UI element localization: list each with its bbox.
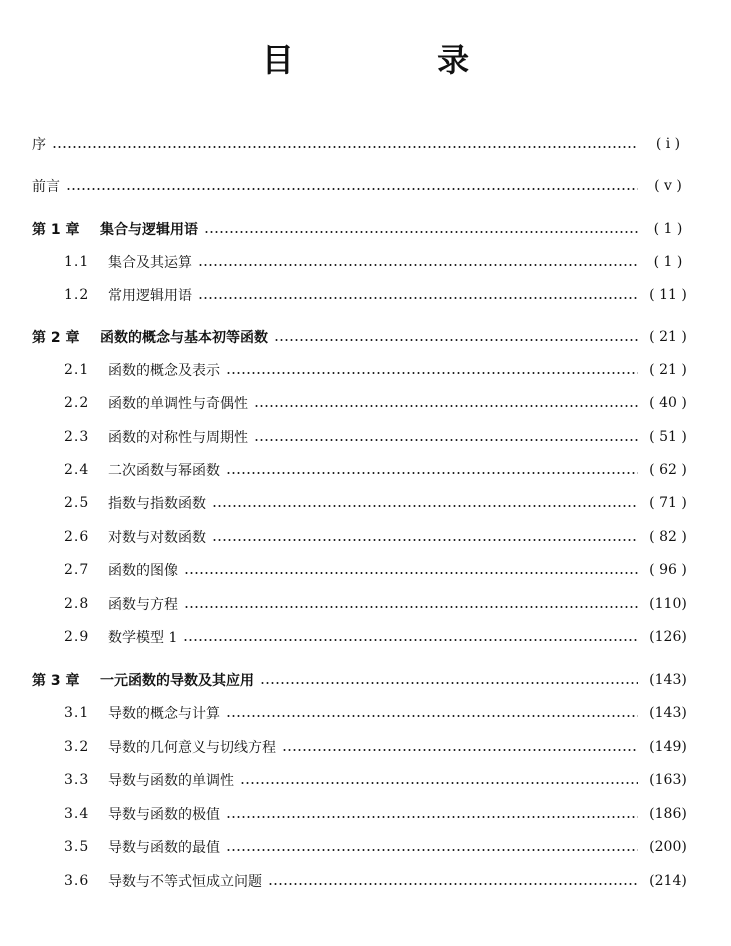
dot-leader xyxy=(274,339,638,341)
entry-title: 导数与函数的最值 xyxy=(108,840,220,856)
entry-title: 函数与方程 xyxy=(108,597,178,613)
entry-title: 导数与函数的极值 xyxy=(108,807,220,823)
dot-leader xyxy=(282,749,638,751)
page-number: ( 1 ) xyxy=(653,254,683,270)
page-number: (110) xyxy=(649,596,687,612)
toc-chapter-entry[interactable] xyxy=(0,325,731,349)
dot-leader xyxy=(204,231,638,233)
entry-number: 第 2 章 xyxy=(32,330,80,346)
page-number: (163) xyxy=(649,772,687,788)
page-number: (214) xyxy=(649,873,687,889)
toc-section-entry[interactable] xyxy=(0,525,731,549)
dot-leader xyxy=(254,439,638,441)
toc-section-entry[interactable] xyxy=(0,701,731,725)
entry-title: 函数的对称性与周期性 xyxy=(108,430,248,446)
toc-section-entry[interactable] xyxy=(0,358,731,382)
dot-leader xyxy=(184,572,638,574)
dot-leader xyxy=(212,505,638,507)
entry-title: 函数的概念与基本初等函数 xyxy=(100,330,268,346)
entry-number: 2.1 xyxy=(64,362,90,378)
page-number: ( 21 ) xyxy=(649,362,687,378)
page-title: 目 录 xyxy=(261,41,536,79)
dot-leader xyxy=(226,372,638,374)
toc-section-entry[interactable] xyxy=(0,592,731,616)
entry-title: 导数与函数的单调性 xyxy=(108,773,234,789)
toc-chapter-entry[interactable] xyxy=(0,217,731,241)
entry-number: 2.4 xyxy=(64,462,90,478)
page-number: (149) xyxy=(649,739,687,755)
entry-number: 3.2 xyxy=(64,739,90,755)
dot-leader xyxy=(240,782,638,784)
toc-section-entry[interactable] xyxy=(0,735,731,759)
entry-number: 3.3 xyxy=(64,772,90,788)
page-number: (143) xyxy=(649,705,687,721)
dot-leader xyxy=(66,188,638,190)
toc-chapter-entry[interactable] xyxy=(0,668,731,692)
entry-number: 第 1 章 xyxy=(32,222,80,238)
toc-section-entry[interactable] xyxy=(0,625,731,649)
entry-number: 2.3 xyxy=(64,429,90,445)
entry-title: 对数与对数函数 xyxy=(108,530,206,546)
entry-number: 1.2 xyxy=(64,287,90,303)
entry-number: 2.6 xyxy=(64,529,90,545)
entry-title: 前言 xyxy=(32,179,60,195)
page-number: ( 40 ) xyxy=(649,395,687,411)
dot-leader xyxy=(183,639,638,641)
page-number: ( 82 ) xyxy=(649,529,687,545)
page-number: ( 62 ) xyxy=(649,462,687,478)
page-number: ( 96 ) xyxy=(649,562,687,578)
entry-number: 3.1 xyxy=(64,705,90,721)
toc-section-entry[interactable] xyxy=(0,835,731,859)
entry-title: 函数的图像 xyxy=(108,563,178,579)
page-number: (200) xyxy=(649,839,687,855)
entry-title: 集合与逻辑用语 xyxy=(100,222,198,238)
entry-title: 指数与指数函数 xyxy=(108,496,206,512)
dot-leader xyxy=(184,606,638,608)
dot-leader xyxy=(254,405,638,407)
toc-section-entry[interactable] xyxy=(0,391,731,415)
dot-leader xyxy=(212,539,638,541)
page-number: ( 1 ) xyxy=(653,221,683,237)
dot-leader xyxy=(226,472,638,474)
entry-number: 第 3 章 xyxy=(32,673,80,689)
page-number: ( 71 ) xyxy=(649,495,687,511)
entry-number: 2.2 xyxy=(64,395,90,411)
entry-title: 导数与不等式恒成立问题 xyxy=(108,874,262,890)
dot-leader xyxy=(52,146,638,148)
entry-title: 导数的概念与计算 xyxy=(108,706,220,722)
dot-leader xyxy=(198,297,638,299)
entry-number: 2.5 xyxy=(64,495,90,511)
toc-section-entry[interactable] xyxy=(0,283,731,307)
toc-section-entry[interactable] xyxy=(0,491,731,515)
entry-number: 2.9 xyxy=(64,629,90,645)
page-number: ( ⅰ ) xyxy=(655,136,681,152)
page-number: (143) xyxy=(649,672,687,688)
toc-section-entry[interactable] xyxy=(0,558,731,582)
entry-title: 二次函数与幂函数 xyxy=(108,463,220,479)
toc-section-entry[interactable] xyxy=(0,768,731,792)
page-number: (126) xyxy=(649,629,687,645)
entry-number: 1.1 xyxy=(64,254,90,270)
dot-leader xyxy=(198,264,638,266)
entry-title: 导数的几何意义与切线方程 xyxy=(108,740,276,756)
toc-section-entry[interactable] xyxy=(0,425,731,449)
entry-number: 2.7 xyxy=(64,562,90,578)
page-number: ( 21 ) xyxy=(649,329,687,345)
toc-section-entry[interactable] xyxy=(0,869,731,893)
dot-leader xyxy=(226,849,638,851)
toc-section-entry[interactable] xyxy=(0,802,731,826)
entry-number: 3.6 xyxy=(64,873,90,889)
entry-title: 集合及其运算 xyxy=(108,255,192,271)
toc-entry[interactable] xyxy=(0,132,731,156)
page-number: ( ⅴ ) xyxy=(654,178,682,194)
entry-title: 一元函数的导数及其应用 xyxy=(100,673,254,689)
entry-title: 序 xyxy=(32,137,46,153)
toc-section-entry[interactable] xyxy=(0,250,731,274)
dot-leader xyxy=(268,883,638,885)
page-number: ( 51 ) xyxy=(649,429,687,445)
entry-number: 2.8 xyxy=(64,596,90,612)
entry-title: 数学模型 1 xyxy=(108,630,178,646)
dot-leader xyxy=(260,682,638,684)
dot-leader xyxy=(226,816,638,818)
page-number: (186) xyxy=(649,806,687,822)
entry-number: 3.4 xyxy=(64,806,90,822)
entry-title: 函数的单调性与奇偶性 xyxy=(108,396,248,412)
entry-title: 常用逻辑用语 xyxy=(108,288,192,304)
entry-title: 函数的概念及表示 xyxy=(108,363,220,379)
dot-leader xyxy=(226,715,638,717)
toc-entry[interactable] xyxy=(0,174,731,198)
entry-number: 3.5 xyxy=(64,839,90,855)
page-number: ( 11 ) xyxy=(649,287,687,303)
toc-section-entry[interactable] xyxy=(0,458,731,482)
